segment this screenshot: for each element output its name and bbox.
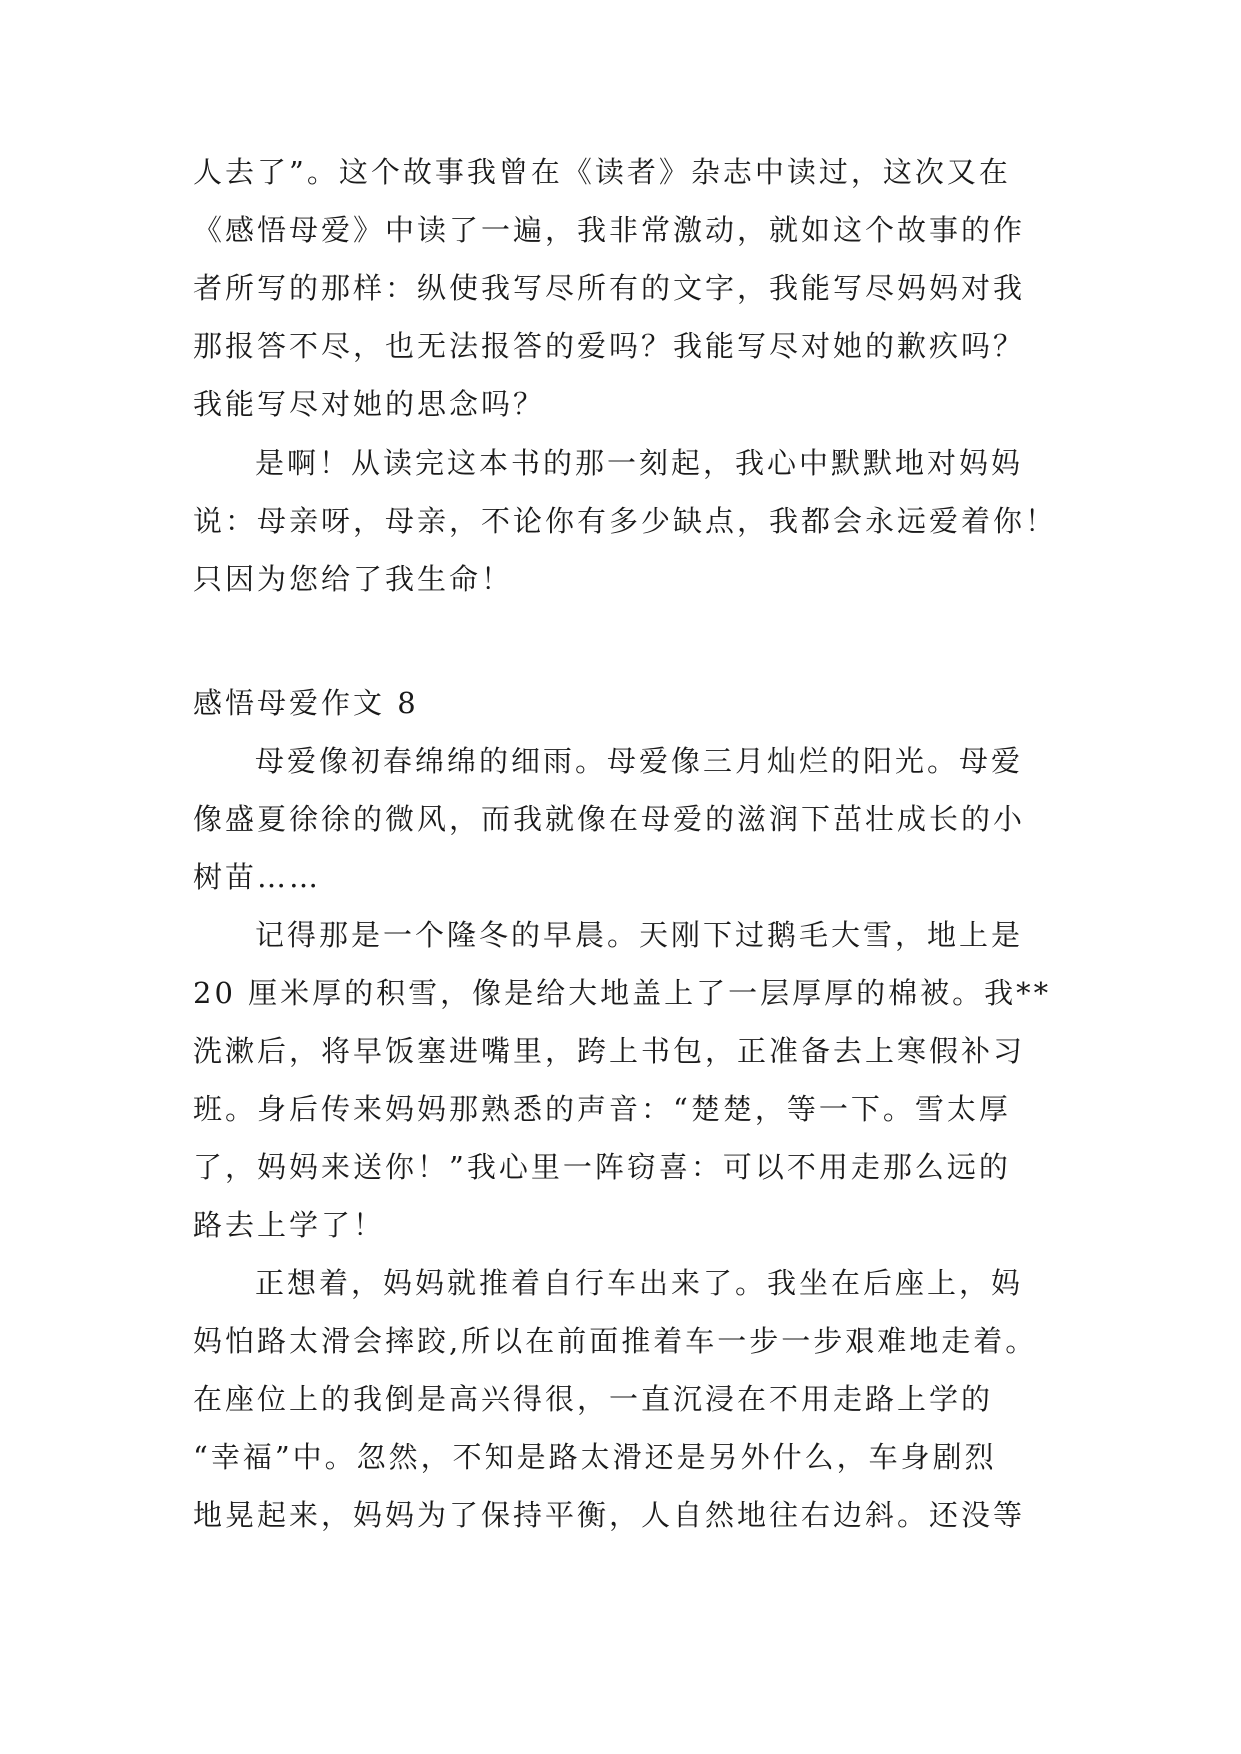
text-line: 了，妈妈来送你！”我心里一阵窃喜：可以不用走那么远的 <box>193 1150 1011 1184</box>
text-line: 母爱像初春绵绵的细雨。母爱像三月灿烂的阳光。母爱 <box>255 744 1024 778</box>
text-line: 说：母亲呀，母亲，不论你有多少缺点，我都会永远爱着你！ <box>193 504 1058 538</box>
text-line: 树苗…… <box>193 860 322 894</box>
text-line: 我能写尽对她的思念吗？ <box>193 387 546 421</box>
text-line: 班。身后传来妈妈那熟悉的声音：“楚楚，等一下。雪太厚 <box>193 1092 1011 1126</box>
text-line: 只因为您给了我生命！ <box>193 562 514 596</box>
text-line: 记得那是一个隆冬的早晨。天刚下过鹅毛大雪，地上是 <box>255 918 1024 952</box>
text-line: 路去上学了！ <box>193 1208 386 1242</box>
text-line: 20 厘米厚的积雪，像是给大地盖上了一层厚厚的棉被。我** <box>193 976 1052 1010</box>
text-line: 正想着，妈妈就推着自行车出来了。我坐在后座上，妈 <box>255 1266 1024 1300</box>
text-line: 者所写的那样：纵使我写尽所有的文字，我能写尽妈妈对我 <box>193 271 1026 305</box>
text-line: 像盛夏徐徐的微风，而我就像在母爱的滋润下茁壮成长的小 <box>193 802 1026 836</box>
text-line: “幸福”中。忽然，不知是路太滑还是另外什么，车身剧烈 <box>193 1440 997 1474</box>
section-heading: 感悟母爱作文 8 <box>193 686 419 720</box>
text-line: 人去了”。这个故事我曾在《读者》杂志中读过，这次又在 <box>193 155 1011 189</box>
text-line: 在座位上的我倒是高兴得很，一直沉浸在不用走路上学的 <box>193 1382 994 1416</box>
text-line: 是啊！从读完这本书的那一刻起，我心中默默地对妈妈 <box>255 446 1024 480</box>
text-line: 洗漱后，将早饭塞进嘴里，跨上书包，正准备去上寒假补习 <box>193 1034 1026 1068</box>
text-line: 妈怕路太滑会摔跤,所以在前面推着车一步一步艰难地走着。 <box>193 1324 1038 1358</box>
text-line: 那报答不尽，也无法报答的爱吗？我能写尽对她的歉疚吗？ <box>193 329 1026 363</box>
text-line: 《感悟母爱》中读了一遍，我非常激动，就如这个故事的作 <box>193 213 1026 247</box>
text-line: 地晃起来，妈妈为了保持平衡，人自然地往右边斜。还没等 <box>193 1498 1026 1532</box>
